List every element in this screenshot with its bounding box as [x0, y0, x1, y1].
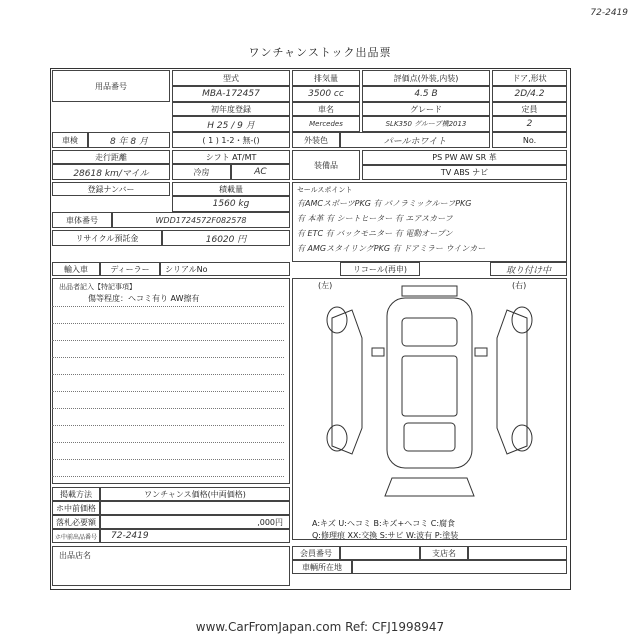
note-rule	[52, 408, 284, 409]
displacement-label: 排気量	[292, 70, 360, 86]
inspection-options: ( 1 ) 1-2・無-()	[172, 132, 290, 148]
note-rule	[52, 425, 284, 426]
location-label: 車輌所在地	[292, 560, 352, 574]
location-value	[352, 560, 567, 574]
note-rule	[52, 442, 284, 443]
grade-label: グレード	[362, 102, 490, 116]
note-rule	[52, 323, 284, 324]
ac-label: 冷房	[172, 164, 231, 180]
note-rule	[52, 357, 284, 358]
seller-box	[52, 546, 290, 586]
price-value	[100, 501, 290, 515]
capacity-value: 2	[492, 116, 567, 132]
name-value: Mercedes	[292, 116, 360, 132]
note-rule	[52, 306, 284, 307]
registration-label: 登録ナンバー	[52, 182, 170, 196]
diagram-left-label: (左)	[318, 281, 333, 290]
note-rule	[52, 476, 284, 477]
color-number: No.	[492, 132, 567, 148]
sales-points-box	[292, 182, 567, 262]
sales-point-4: 有 AMGスタイリングPKG 有 ドアミラー ウインカー	[297, 244, 486, 253]
diagram-legend-2: Q:修理痕 XX:交換 S:サビ W:波有 P:塗装	[312, 531, 459, 540]
display-method-value: ワンチャンス価格(中両価格)	[100, 487, 290, 501]
weight-label: 積載量	[172, 182, 290, 196]
mileage-value: 28618 km/マイル	[52, 164, 170, 180]
equipment-row1: PS PW AW SR 革	[362, 150, 567, 165]
store-label: 支店名	[420, 546, 468, 560]
notes-title: 出品者記入【特記事項】	[59, 283, 136, 291]
recycle-label: リサイクル預託金	[52, 230, 162, 246]
door-value: 2D/4.2	[492, 86, 567, 102]
min-price-value: ,000円	[100, 515, 290, 529]
displacement-value: 3500 cc	[292, 86, 360, 102]
first-reg-label: 初年度登録	[172, 102, 290, 116]
note-rule	[52, 459, 284, 460]
model-value: MBA-172457	[172, 86, 290, 102]
model-label: 型式	[172, 70, 290, 86]
sales-points-label: セールスポイント	[297, 186, 353, 194]
mileage-label: 走行距離	[52, 150, 170, 164]
recall-label: リコール(再申)	[340, 262, 420, 276]
door-label: ドア,形状	[492, 70, 567, 86]
exterior-color-value: パールホワイト	[340, 132, 490, 148]
footer-reference: www.CarFromJapan.com Ref: CFJ1998947	[195, 620, 445, 634]
first-reg-value: H 25 / 9 月	[172, 116, 290, 132]
sales-point-1: 有AMCスポーツPKG 有 パノラミックルーフPKG	[297, 199, 472, 208]
notes-box	[52, 278, 290, 484]
chassis-label: 車体番号	[52, 212, 112, 228]
car-outline-diagram	[292, 278, 567, 503]
cfj-number-label: ホ中前出品番号	[52, 529, 100, 543]
store-value	[468, 546, 567, 560]
sheet-title: ワンチャンストック出品票	[248, 46, 392, 59]
name-label: 車名	[292, 102, 360, 116]
min-price-label: 落札必要額	[52, 515, 100, 529]
member-number-value	[340, 546, 420, 560]
inspection-label: 車検	[52, 132, 88, 148]
note-rule	[52, 391, 284, 392]
grade-value: SLK350 グループ機2013	[362, 116, 490, 132]
cfj-number-value: 72-2419	[100, 529, 290, 543]
dealer-label: ディーラー	[100, 262, 160, 276]
diagram-right-label: (右)	[512, 281, 527, 290]
equipment-row2: TV ABS ナビ	[362, 165, 567, 180]
score-value: 4.5 B	[362, 86, 490, 102]
recall-value: 取り付け中	[490, 262, 567, 276]
note-rule	[52, 340, 284, 341]
note-rule	[52, 374, 284, 375]
display-method-label: 掲載方法	[52, 487, 100, 501]
exterior-color-label: 外装色	[292, 132, 340, 148]
diagram-legend-1: A:キズ U:ヘコミ B:キズ+ヘコミ C:腐食	[312, 519, 456, 528]
equipment-label: 装備品	[292, 150, 360, 180]
price-label: ホ中前価格	[52, 501, 100, 515]
chassis-value: WDD1724572F082578	[112, 212, 290, 228]
seller-label: 出品店名	[59, 551, 91, 560]
recycle-value: 16020 円	[162, 230, 290, 246]
member-number-label: 会員番号	[292, 546, 340, 560]
score-label: 評価点(外装,内装)	[362, 70, 490, 86]
serial-label: シリアルNo	[160, 262, 290, 276]
corner-note: 72-2419	[590, 8, 628, 18]
notes-line-1: 傷等程度：ヘコミ有り AW擦有	[88, 294, 200, 303]
sales-point-2: 有 本革 有 シートヒーター 有 エアスカーフ	[297, 214, 453, 223]
import-label: 輸入車	[52, 262, 100, 276]
ac-value: AC	[231, 164, 290, 180]
car-number-label: 用品番号	[52, 70, 170, 102]
weight-value: 1560 kg	[172, 196, 290, 212]
shift-label: シフト AT/MT	[172, 150, 290, 164]
capacity-label: 定員	[492, 102, 567, 116]
inspection-value: 8 年 8 月	[88, 132, 170, 148]
sales-point-3: 有 ETC 有 バックモニター 有 電動オープン	[297, 229, 453, 238]
